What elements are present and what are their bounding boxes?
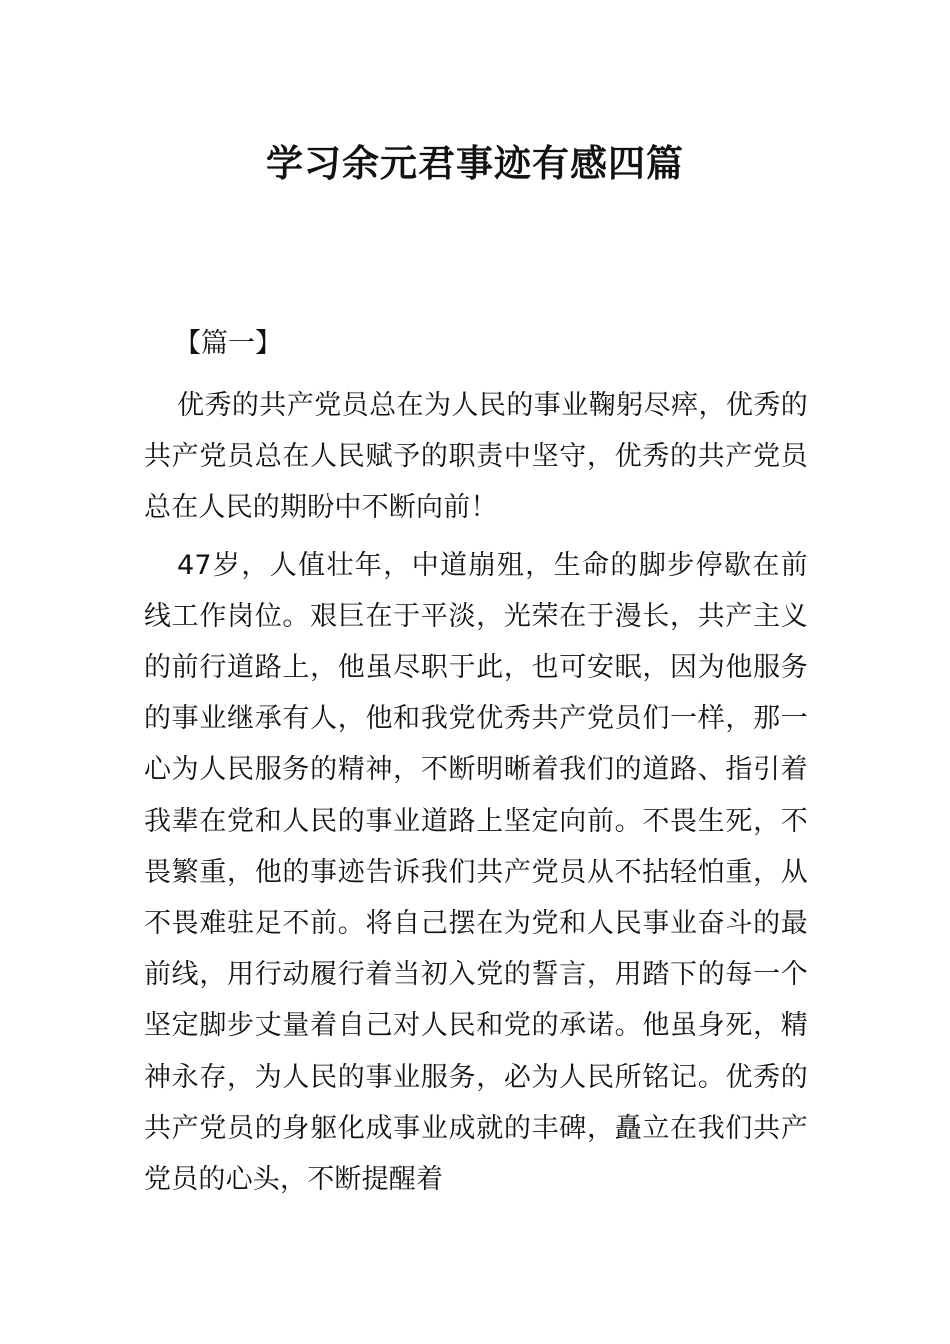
section-heading: 【篇一】	[174, 328, 282, 359]
document-body	[144, 324, 808, 1205]
paragraph-1: 优秀的共产党员总在为人民的事业鞠躬尽瘁，优秀的共产党员总在人民赋予的职责中坚守，优秀的共产党员总在人民的期盼中不断向前！	[144, 390, 808, 524]
document-title: 学习余元君事迹有感四篇	[266, 142, 684, 185]
paragraph-2: 47岁，人值壮年，中道崩殂，生命的脚步停歇在前线工作岗位。艰巨在于平淡，光荣在于漫长，共产主义的前行道路上，他虽尽职于此，也可安眠，因为他服务的事业继承有人，他和我党优秀共产党员们一样，那一心为人民服务的精神，不断明晰着我们的道路、指引着我辈在党和人民的事业道路上坚定向前。不畏生死，不畏繁重，他的事迹告诉我们共产党员从不拈轻怕重，从不畏难驻足不前。将自己摆在为党和人民事业奋斗的最前线，用行动履行着当初入党的誓言，用踏下的每一个坚定脚步丈量着自己对人民和党的承诺。他虽身死，精神永存，为人民的事业服务，必为人民所铭记。优秀的共产党员的身躯化成事业成就的丰碑，矗立在我们共产党员的心头，不断提醒着	[144, 549, 808, 1196]
